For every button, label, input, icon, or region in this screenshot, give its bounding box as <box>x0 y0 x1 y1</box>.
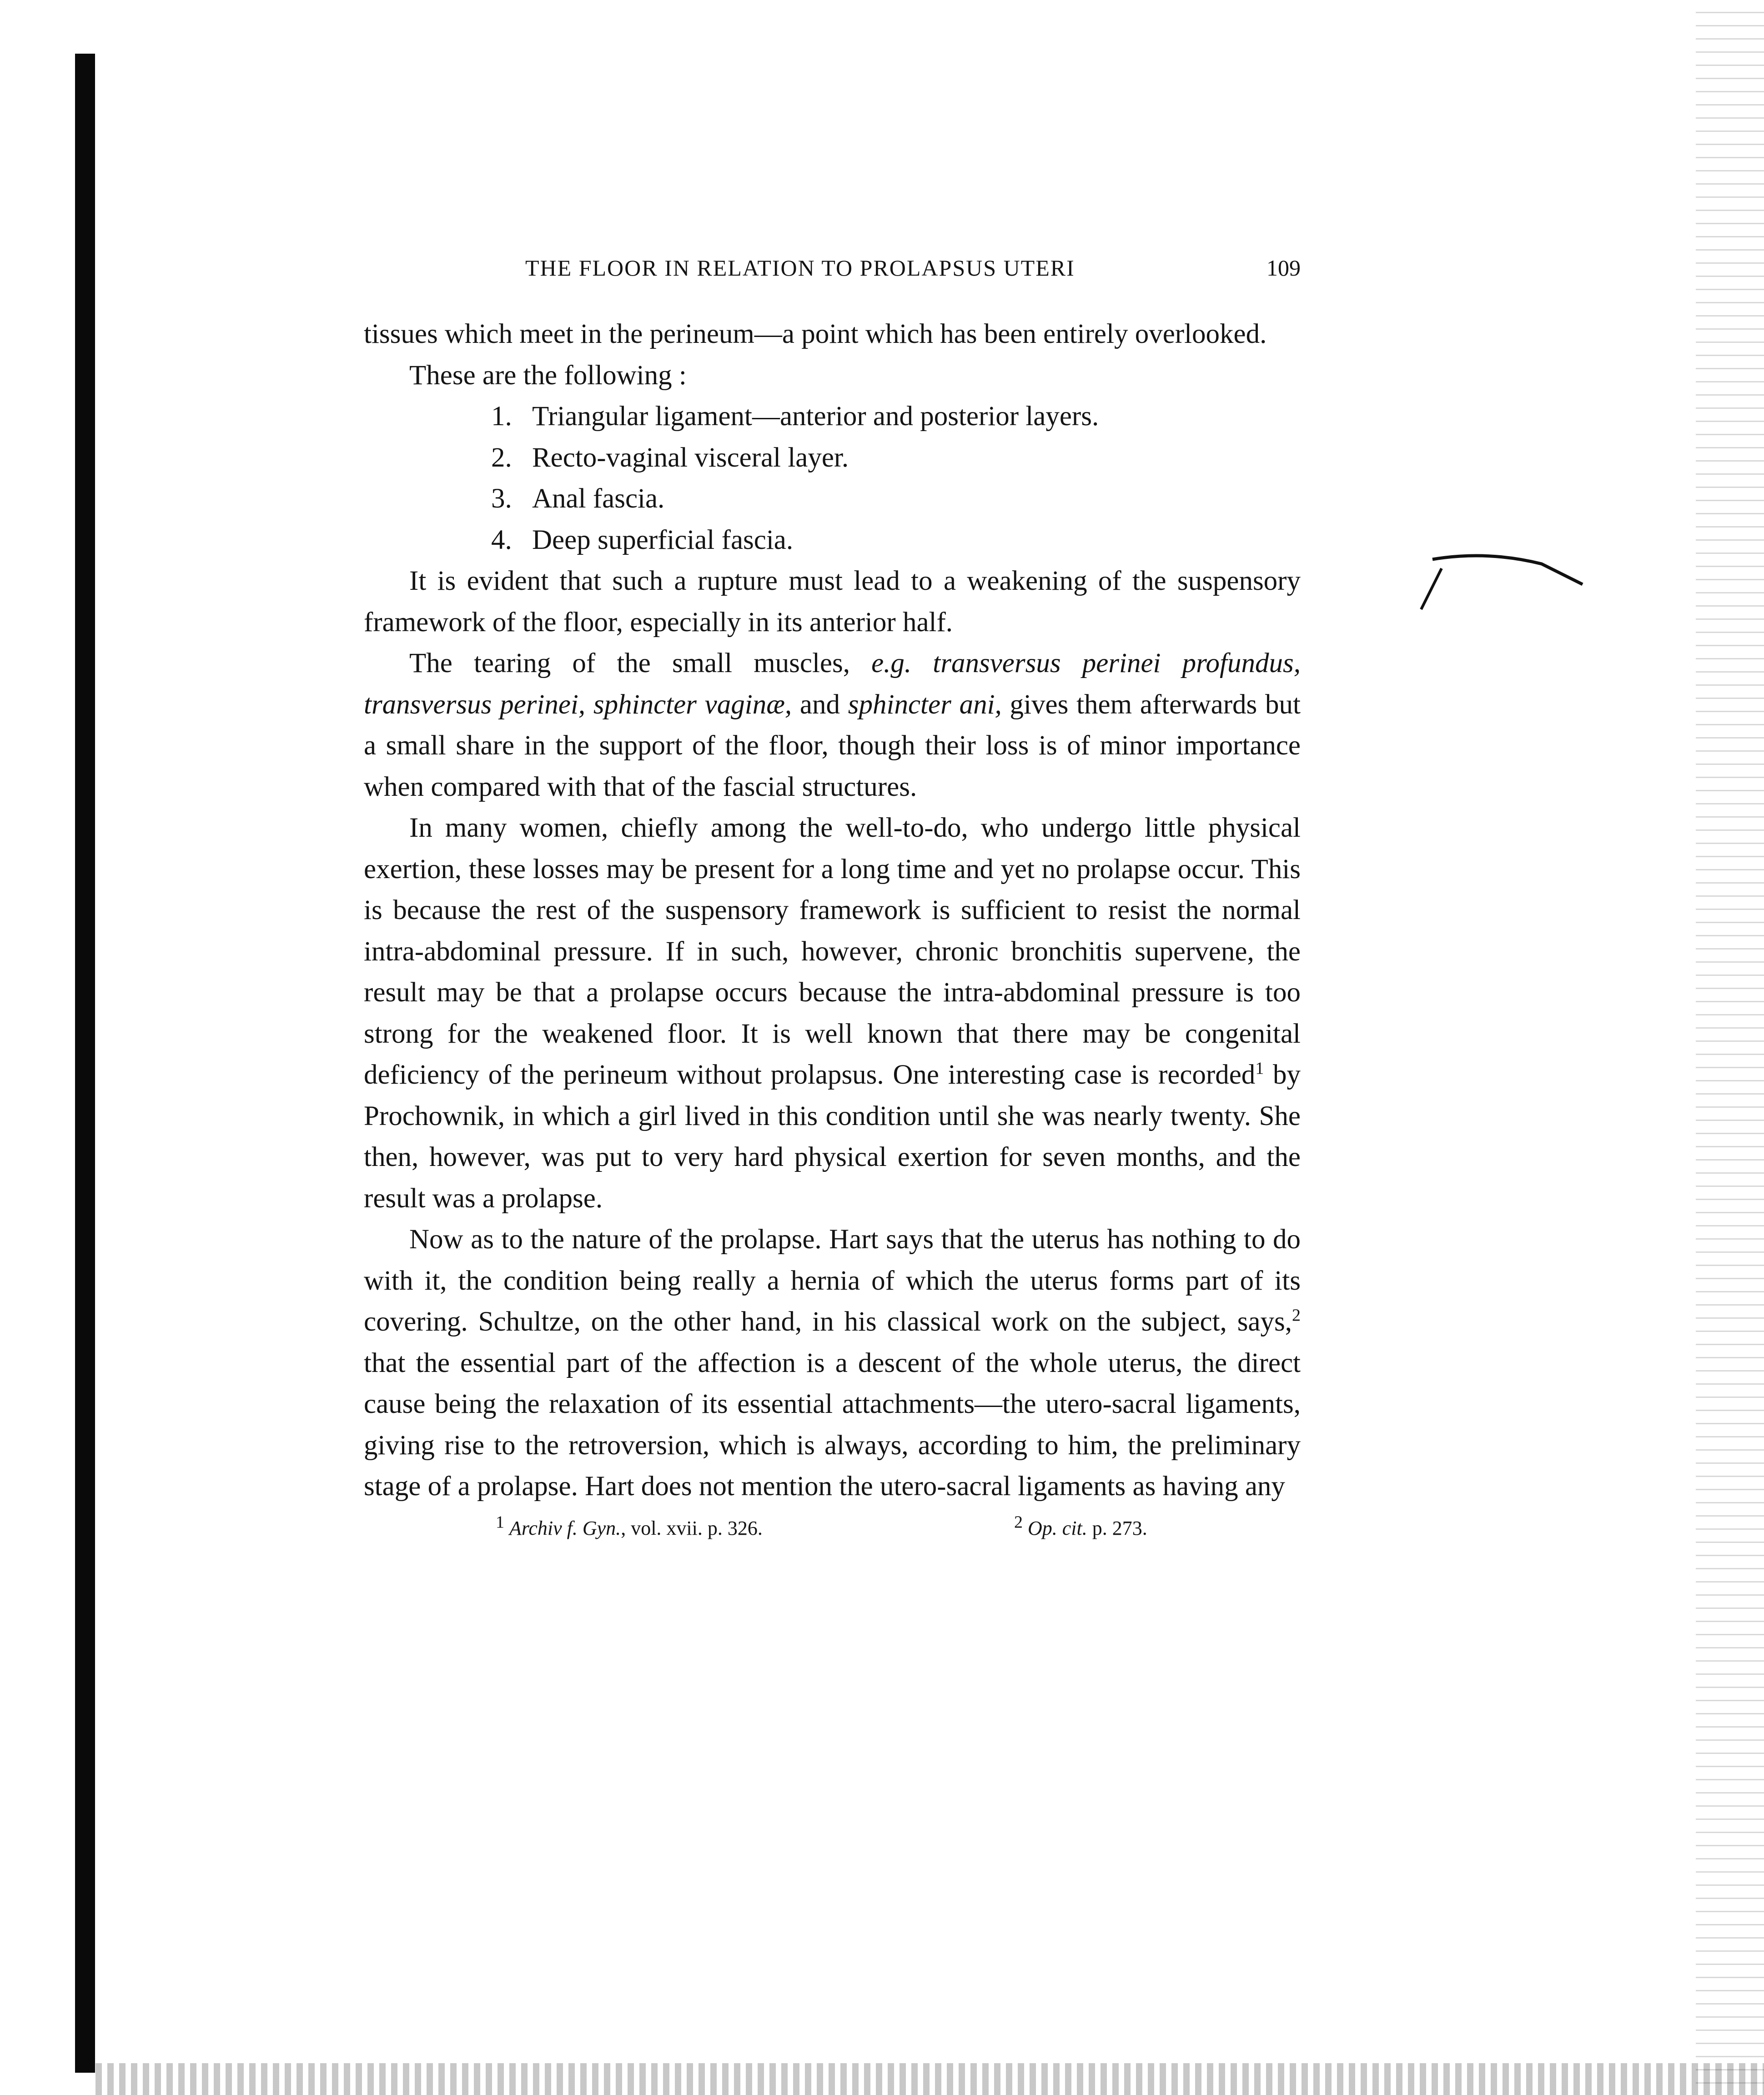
list-item-text: Recto-vaginal visceral layer. <box>532 442 849 473</box>
paragraph-1: tissues which meet in the perineum—a point which has been entirely overlooked. <box>364 319 1267 349</box>
footnotes <box>364 1512 1301 1548</box>
paragraph-4-text-2: and <box>792 689 848 720</box>
footnote-1-source: Archiv f. Gyn. <box>509 1517 621 1539</box>
paragraph-6-text-1: Now as to the nature of the prolapse. Hart says that the uterus has nothing to do with it, the condition being really a hernia of which the uterus forms part of its covering. Schultze, on the other hand, in his classical work on the subject, says, <box>364 1224 1301 1337</box>
list-item <box>364 396 1301 437</box>
paragraph-3: It is evident that such a rupture must lead to a weakening of the suspensory framework of the floor, especially in its anterior half. <box>364 566 1301 638</box>
binding-edge-shadow <box>75 54 95 2073</box>
list-item-number: 1. <box>491 401 512 432</box>
paragraph-4-text-1: The tearing of the small muscles, <box>409 648 872 678</box>
footnote-1-mark: 1 <box>496 1512 504 1532</box>
list-item-text: Triangular ligament—anterior and posterior layers. <box>532 401 1099 432</box>
paragraph-5 <box>364 808 1301 1219</box>
right-edge-scan-noise <box>1696 0 1764 2095</box>
footnote-ref-1: 1 <box>1255 1059 1264 1078</box>
footnote-1 <box>496 1512 763 1540</box>
fascia-list <box>364 396 1301 561</box>
list-item-text: Deep superficial fascia. <box>532 524 794 555</box>
list-item <box>364 478 1301 520</box>
paragraph-2: These are the following : <box>409 360 687 391</box>
paragraph-6 <box>364 1219 1301 1507</box>
running-title: THE FLOOR IN RELATION TO PROLAPSUS UTERI <box>525 255 1075 281</box>
margin-pen-mark <box>1414 550 1587 614</box>
paragraph-5-text-1: In many women, chiefly among the well-to-do, who undergo little physical exertion, these losses may be present for a long time and yet no prolapse occur. This is because the rest of the suspensory framework is sufficient to resist the normal intra-abdominal pressure. If in such, however, chronic bronchitis supervene, the result may be that a prolapse occurs because the intra-abdominal pressure is too strong for the weakened floor. It is well known that there may be congenital deficiency of the perineum without prolapsus. One interesting case is recorded <box>364 813 1301 1090</box>
footnote-2-mark: 2 <box>1014 1512 1023 1532</box>
list-item-text: Anal fascia. <box>532 483 665 514</box>
paragraph-6-text-2: that the essential part of the affection is a descent of the whole uterus, the direct cause being the relaxation of its essential attachments—the utero-sacral ligaments, giving rise to the retroversion, which is always, according to him, the preliminary stage of a prolapse. Hart does not mention the utero-sacral ligaments as having any <box>364 1347 1301 1502</box>
footnote-1-text: , vol. xvii. p. 326. <box>621 1517 763 1539</box>
paragraph-5-text-2: by Prochownik, in which a girl lived in this condition until she was nearly twenty. She then, however, was put to very hard physical exertion for seven months, and the result was a prolapse. <box>364 1060 1301 1214</box>
bottom-edge-scan-noise <box>95 2063 1764 2095</box>
paragraph-4 <box>364 643 1301 808</box>
paragraph-4-italic-2: sphincter ani, <box>848 689 1002 720</box>
list-item-number: 3. <box>491 483 512 514</box>
paragraph-4-text-3: gives them afterwards but a small share in the support of the floor, though their loss is of minor importance when compared with that of the fascial structures. <box>364 689 1301 802</box>
running-head <box>364 255 1301 296</box>
paragraph-4-italic-1: e.g. transversus perinei profundus, transversus perinei, sphincter vaginæ, <box>364 648 1301 720</box>
list-item-number: 4. <box>491 524 512 555</box>
document-page <box>364 255 1301 1548</box>
footnote-ref-2: 2 <box>1292 1306 1301 1325</box>
list-item <box>364 437 1301 479</box>
page-number: 109 <box>1266 255 1301 281</box>
footnote-2 <box>1014 1512 1147 1540</box>
list-item-number: 2. <box>491 442 512 473</box>
list-item <box>364 520 1301 561</box>
footnote-2-text: p. 273. <box>1087 1517 1147 1539</box>
footnote-2-source: Op. cit. <box>1028 1517 1087 1539</box>
